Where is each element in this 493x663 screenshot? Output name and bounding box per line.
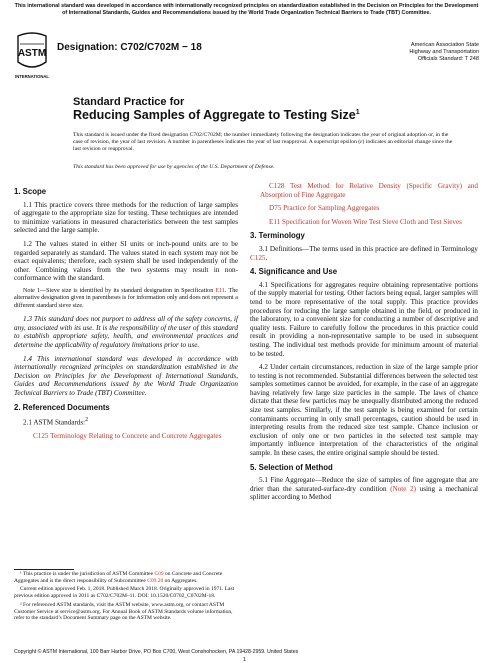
title-footnote-marker: 1 bbox=[355, 108, 360, 116]
right-column bbox=[250, 182, 478, 507]
note-text: Note 1—Sieve size is identified by its standard designation in Specification bbox=[23, 287, 216, 294]
copyright-line: Copyright © ASTM International, 100 Barr Harbor Drive, PO Box C700, West Conshohocken, PA 19428-2959. United States bbox=[14, 649, 299, 655]
aashto-agency bbox=[359, 42, 479, 62]
ref-item-e11[interactable] bbox=[250, 218, 478, 227]
ref-item-d75[interactable] bbox=[250, 204, 478, 213]
footnote-1-edition: Current edition approved Feb. 1, 2018. Published March 2018. Originally approved in 1971. Last previous edition approved in 2011 as C702/C702M–11. DOI: 10.1520/C0702_C0702M-18. bbox=[14, 586, 235, 600]
ref-item-c125[interactable] bbox=[14, 432, 238, 441]
svg-text:INTERNATIONAL: INTERNATIONAL bbox=[15, 74, 49, 79]
footnote-1 bbox=[14, 571, 238, 584]
p5-1-text: 5.1 Fine Aggregate—Reduce the size of samples of fine aggregate that are drier than the saturated-surface-dry condition bbox=[250, 476, 478, 493]
section-heading-selection: 5. Selection of Method bbox=[250, 462, 333, 472]
p5-1-text: using a mechanical splitter according to Method bbox=[250, 484, 478, 502]
designation: Designation: C702/C702M − 18 bbox=[57, 42, 202, 53]
p3-1-text: 3.1 Definitions—The terms used in this practice are defined in Terminology bbox=[259, 244, 478, 253]
section-heading-scope: 1. Scope bbox=[14, 187, 47, 196]
ref-code[interactable]: D75 bbox=[269, 204, 282, 213]
paragraph-2-1 bbox=[14, 416, 238, 427]
ref-link-c09-20[interactable]: C09.20 bbox=[147, 577, 164, 584]
ref-code[interactable]: C128 bbox=[269, 182, 285, 190]
ref-link-c125[interactable]: C125 bbox=[250, 253, 266, 262]
agency-line: Highway and Transportation bbox=[409, 48, 479, 55]
ref-link-note-2[interactable]: (Note 2) bbox=[390, 484, 417, 493]
title-line2 bbox=[73, 108, 360, 122]
agency-line: American Association State bbox=[410, 42, 479, 48]
footnote-2: ² For referenced ASTM standards, visit the ASTM website, www.astm.org, or contact ASTM Customer Service at service@astm.org. For Annual Book of ASTM Standards volume information, refer to the standard’s Document Summary page on the ASTM website. bbox=[14, 601, 233, 622]
ref-code[interactable]: E11 bbox=[269, 217, 281, 226]
note-text: . The alternative designation given in parentheses is for information only and does not represent a different standard sieve size. bbox=[14, 287, 238, 309]
paragraph-1-4: 1.4 This international standard was developed in accordance with internationally recognized principles on standardization established in the Decision on Principles for the Development of International Standards, Guides and Recommendations issued by the World Trade Organization Technical Barriers to Trade (TBT) Committee. bbox=[14, 354, 238, 397]
note-1 bbox=[14, 288, 238, 310]
fn-text: ¹ This practice is under the jurisdiction of ASTM Committee bbox=[20, 571, 155, 577]
paragraph-4-1: 4.1 Specifications for aggregates require obtaining representative portions of the supply material for testing. Other factors being equal, larger samples will tend to be more representative of the total supply. This practice provides procedures for reducing the large sample obtained in the field, or produced in the laboratory, to a convenient size for conducting a number of descriptive and quality tests. Failure to carefully follow the procedures in this practice could result in providing a non-representative sample to be used in subsequent testing. The individual test methods provide for minimum amount of material to be tested. bbox=[250, 280, 478, 358]
paragraph-1-1: 1.1 This practice covers three methods for the reduction of large samples of aggregate to the appropriate size for testing. These techniques are intended to minimize variations in measured characteristics between the test samples selected and the large sample. bbox=[14, 200, 238, 235]
title-text: Reducing Samples of Aggregate to Testing Size bbox=[73, 108, 356, 122]
left-column bbox=[14, 182, 238, 446]
ref-title[interactable]: Test Method for Relative Density (Specific Gravity) and Absorption of Fine Aggregate bbox=[260, 182, 478, 199]
p3-1-text: . bbox=[265, 253, 268, 262]
section-heading-terminology: 3. Terminology bbox=[250, 231, 305, 241]
section-heading-referenced-documents: 2. Referenced Documents bbox=[14, 402, 110, 412]
title-line1: Standard Practice for bbox=[73, 96, 185, 108]
footnote-divider bbox=[14, 569, 74, 570]
paragraph-3-1 bbox=[250, 245, 478, 262]
footnotes bbox=[14, 571, 238, 624]
ref-code[interactable]: C125 bbox=[33, 432, 49, 441]
p2-1-text: 2.1 ASTM Standards: bbox=[23, 418, 86, 427]
astm-logo-icon bbox=[14, 32, 50, 84]
footnote-marker: 2 bbox=[85, 417, 89, 424]
paragraph-1-3: 1.3 This standard does not purport to address all of the safety concerns, if any, associated with its use. It is the responsibility of the user of this standard to establish appropriate safety, health, and environmental practices and determine the applicability of regulatory limitations prior to use. bbox=[14, 315, 238, 349]
ref-title[interactable]: Practice for Sampling Aggregates bbox=[281, 204, 380, 213]
section-heading-significance: 4. Significance and Use bbox=[250, 267, 338, 277]
svg-text:ASTM: ASTM bbox=[17, 48, 47, 59]
dod-approval: This standard has been approved for use by agencies of the U.S. Department of Defense. bbox=[73, 164, 275, 170]
ref-title[interactable]: Specification for Woven Wire Test Sieve Cloth and Test Sieves bbox=[280, 217, 462, 226]
fn-text: on Aggregates. bbox=[163, 577, 198, 584]
fn-text: on Concrete and Concrete Aggregates and is the direct responsibility of Subcommittee bbox=[14, 571, 223, 584]
intro-paragraph: This standard is issued under the fixed designation C702/C702M; the number immediately following the designation indicates the year of original adoption or, in the case of revision, the year of last revision. A number in parentheses indicates the year of last reapproval. A superscript epsilon (ε) indicates an editorial change since the last revision or reapproval. bbox=[73, 132, 453, 153]
paragraph-1-2: 1.2 The values stated in either SI units or inch-pound units are to be regarded separately as standard. The values stated in each system may not be exact equivalents; therefore, each system shall be used independently of the other. Combining values from the two systems may result in non-conformance with the standard. bbox=[14, 239, 238, 283]
wto-notice: This international standard was developed in accordance with internationally recognized principles on standardization established in the Decision on Principles for the Development of International Standards, Guides and Recommendations issued by the World Trade Organization Technical Barriers to Trade (TBT) Committee. bbox=[14, 3, 479, 16]
page-number: 1 bbox=[243, 657, 247, 663]
ref-link-c09[interactable]: C09 bbox=[154, 571, 164, 577]
ref-title[interactable]: Terminology Relating to Concrete and Concrete Aggregates bbox=[48, 432, 222, 441]
paragraph-5-1 bbox=[250, 476, 478, 502]
paragraph-4-2: 4.2 Under certain circumstances, reduction in size of the large sample prior to testing is not recommended. Substantial differences between the selected test samples sometimes cannot be avoided, for example, in the case of an aggregate having relatively few large size particles in the sample. The laws of chance dictate that these few particles may be unequally distributed among the reduced size test samples. Similarly, if the test sample is being examined for certain contaminants occurring in only small percentages, caution should be used in interpreting results from the reduced size test sample. Chance inclusion or exclusion of only one or two particles in the selected test sample may importantly influence interpretation of the characteristics of the original sample. In these cases, the entire original sample should be tested. bbox=[250, 363, 478, 458]
agency-line: Officials Standard: T 248 bbox=[417, 55, 479, 62]
ref-item-c128[interactable] bbox=[250, 182, 478, 199]
ref-link-e11[interactable]: E11 bbox=[215, 287, 225, 294]
